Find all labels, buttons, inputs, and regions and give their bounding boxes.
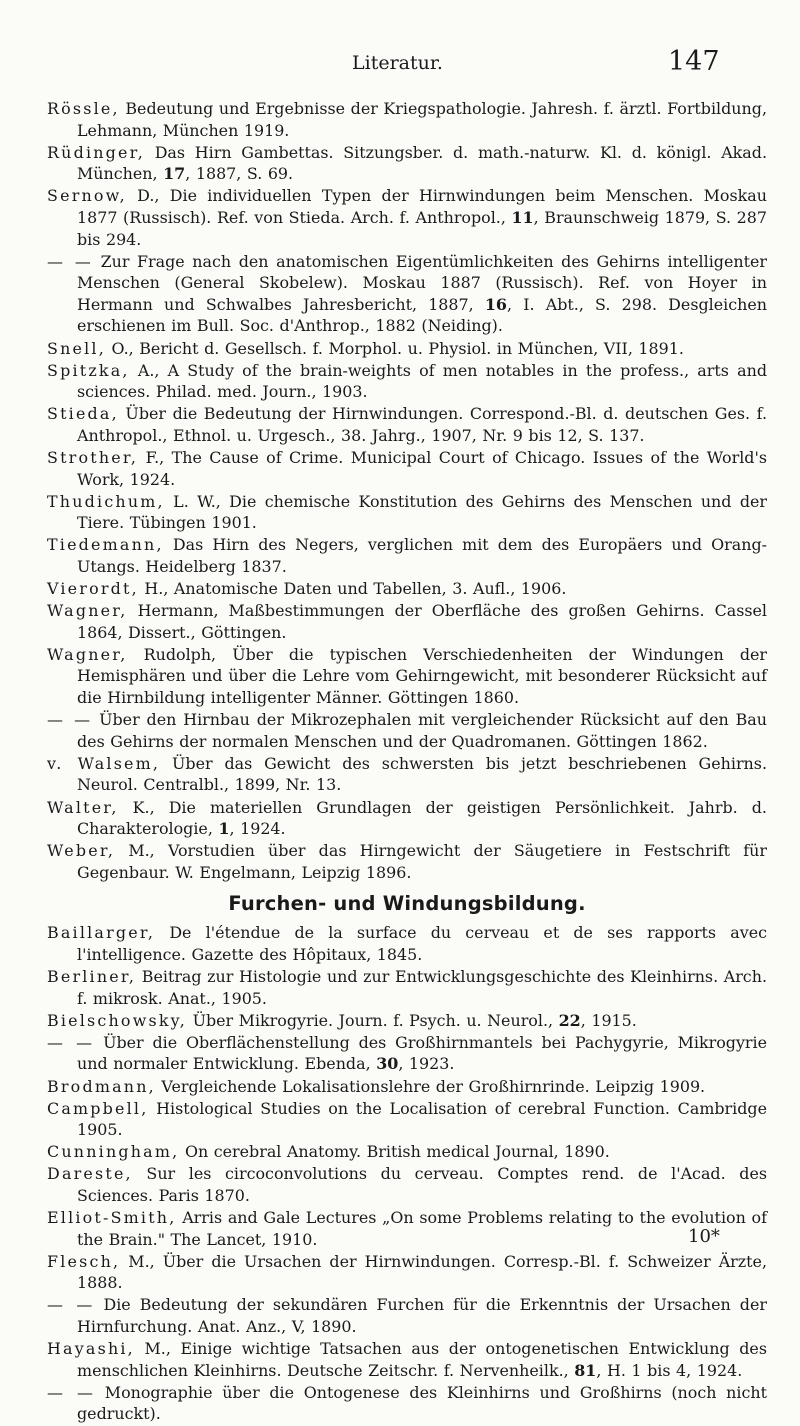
reference-text: K., Die materiellen Grundlagen der geistigen Persönlichkeit. Jahrb. d. Charakterologie, xyxy=(77,797,767,839)
reference-entry xyxy=(47,797,767,840)
signature-mark: 10* xyxy=(688,1226,720,1247)
reference-entry xyxy=(47,578,767,600)
reference-author: Rüdinger, xyxy=(47,142,145,162)
reference-author: Walter, xyxy=(47,797,119,817)
reference-volume: 1 xyxy=(218,819,230,839)
reference-entry xyxy=(47,1032,767,1075)
reference-entry xyxy=(47,1098,767,1141)
reference-entry xyxy=(47,403,767,446)
reference-text-tail: , Braunschweig 1879, S. 287 bis 294. xyxy=(77,207,767,249)
reference-volume: 16 xyxy=(484,294,507,314)
reference-text: Über das Gewicht des schwersten bis jetzt beschriebenen Gehirns. Neurol. Centralbl., 1899, Nr. 13. xyxy=(77,753,767,795)
reference-entry xyxy=(47,360,767,403)
reference-author: Thudichum, xyxy=(47,491,165,511)
reference-text: F., The Cause of Crime. Municipal Court of Chicago. Issues of the World's Work, 1924. xyxy=(77,448,767,489)
reference-text: Zur Frage nach den anatomischen Eigentümlichkeiten des Gehirns intelligenter Menschen (General Skobelew). Moskau 1887 (Russisch). Ref. von Hoyer in Hermann und Schwalbes Jahresbericht, 1887, xyxy=(77,251,768,314)
reference-text: Bedeutung und Ergebnisse der Kriegspathologie. Jahresh. f. ärztl. Fortbildung, Lehmann, München 1919. xyxy=(77,99,767,140)
reference-text: Arris and Gale Lectures „On some Problems relating to the evolution of the Brain." The Lancet, 1910. xyxy=(77,1208,767,1249)
running-title: Literatur. xyxy=(352,52,443,74)
reference-author: Spitzka, xyxy=(47,360,130,380)
reference-entry xyxy=(47,1010,767,1032)
reference-entry xyxy=(47,1141,767,1163)
reference-author: Stieda, xyxy=(47,404,119,424)
reference-author: v. Walsem, xyxy=(47,753,161,773)
reference-author: Cunningham, xyxy=(47,1142,180,1162)
reference-author: Rössle, xyxy=(47,99,120,118)
reference-entry xyxy=(47,709,767,752)
reference-entry xyxy=(47,966,767,1009)
reference-author: Wagner, xyxy=(47,601,128,621)
page-number: 147 xyxy=(668,46,720,77)
reference-author: Dareste, xyxy=(47,1164,133,1184)
reference-author: — — xyxy=(47,1032,95,1052)
reference-text: Über die Oberflächenstellung des Großhirnmantels bei Pachygyrie, Mikrogyrie und normaler Entwicklung. Ebenda, xyxy=(77,1032,768,1074)
reference-author: Vierordt, xyxy=(47,579,139,599)
reference-text: Monographie über die Ontogenese des Kleinhirns und Großhirns (noch nicht gedruckt). xyxy=(77,1382,768,1424)
reference-text: Über Mikrogyrie. Journ. f. Psych. u. Neurol., xyxy=(187,1010,559,1030)
reference-text: Hermann, Maßbestimmungen der Oberfläche des großen Gehirns. Cassel 1864, Dissert., Göttingen. xyxy=(77,601,767,642)
page-header xyxy=(0,46,800,82)
reference-text: Das Hirn des Negers, verglichen mit dem des Europäers und Orang-Utangs. Heidelberg 1837. xyxy=(77,535,767,576)
reference-entry xyxy=(47,185,767,250)
reference-author: Brodmann, xyxy=(47,1076,156,1096)
reference-text: Vergleichende Lokalisationslehre der Großhirnrinde. Leipzig 1909. xyxy=(155,1076,706,1096)
reference-author: Weber, xyxy=(47,841,116,861)
reference-author: Tiedemann, xyxy=(47,535,164,555)
reference-text-tail: , H. 1 bis 4, 1924. xyxy=(596,1360,743,1380)
reference-text: On cerebral Anatomy. British medical Journal, 1890. xyxy=(179,1142,610,1162)
reference-text: A., A Study of the brain-weights of men notables in the profess., arts and sciences. Philad. med. Journ., 1903. xyxy=(77,360,767,402)
reference-author: Strother, xyxy=(47,448,139,467)
reference-author: Campbell, xyxy=(47,1098,149,1118)
reference-list-general xyxy=(47,98,767,883)
reference-author: — — xyxy=(47,251,93,271)
reference-entry xyxy=(47,1338,767,1381)
reference-entry xyxy=(47,338,767,360)
reference-volume: 22 xyxy=(558,1010,581,1030)
reference-entry xyxy=(47,753,767,796)
reference-entry xyxy=(47,142,767,185)
reference-text: H., Anatomische Daten und Tabellen, 3. Aufl., 1906. xyxy=(138,579,567,599)
reference-volume: 11 xyxy=(511,207,534,227)
reference-volume: 81 xyxy=(574,1360,597,1380)
reference-author: Berliner, xyxy=(47,967,137,987)
reference-entry xyxy=(47,1294,767,1337)
reference-text: De l'étendue de la surface du cerveau et de ses rapports avec l'intelligence. Gazette des Hôpitaux, 1845. xyxy=(77,923,767,964)
reference-entry xyxy=(47,1207,767,1250)
reference-author: Elliot-Smith, xyxy=(47,1208,177,1228)
reference-entry xyxy=(47,1163,767,1206)
bibliography xyxy=(47,98,767,1426)
reference-entry xyxy=(47,1251,767,1294)
reference-entry xyxy=(47,98,767,141)
reference-entry xyxy=(47,1382,767,1425)
reference-text: Sur les circoconvolutions du cerveau. Comptes rend. de l'Acad. des Sciences. Paris 1870. xyxy=(77,1164,767,1205)
reference-author: Snell, xyxy=(47,338,106,358)
section-heading: Furchen- und Windungsbildung. xyxy=(228,892,586,916)
reference-text-tail: , 1923. xyxy=(398,1054,455,1074)
reference-text: Rudolph, Über die typischen Verschiedenheiten der Windungen der Hemisphären und über die Lehre vom Gehirngewicht, mit besonderer Rücksicht auf die Hirnbildung intelligenter Männer. Göttingen 1860. xyxy=(77,644,767,708)
reference-author: — — xyxy=(47,710,93,730)
reference-text: M., Vorstudien über das Hirngewicht der Säugetiere in Festschrift für Gegenbaur. W. Engelmann, Leipzig 1896. xyxy=(77,841,767,882)
reference-entry xyxy=(47,534,767,577)
reference-author: Hayashi, xyxy=(47,1339,135,1359)
reference-text-tail: , 1887, S. 69. xyxy=(185,164,294,184)
reference-entry xyxy=(47,1076,767,1098)
reference-author: Flesch, xyxy=(47,1251,121,1271)
reference-text: Das Hirn Gambettas. Sitzungsber. d. math.-naturw. Kl. d. königl. Akad. München, xyxy=(77,142,767,184)
reference-text: Beitrag zur Histologie und zur Entwicklungsgeschichte des Kleinhirns. Arch. f. mikrosk. Anat., 1905. xyxy=(77,967,767,1008)
reference-entry xyxy=(47,840,767,883)
reference-author: — — xyxy=(47,1295,95,1315)
reference-volume: 30 xyxy=(376,1054,399,1074)
reference-entry xyxy=(47,447,767,490)
reference-text: Über die Bedeutung der Hirnwindungen. Correspond.-Bl. d. deutschen Ges. f. Anthropol., Ethnol. u. Urgesch., 38. Jahrg., 1907, Nr. 9 bis 12, S. 137. xyxy=(77,404,767,445)
reference-text: L. W., Die chemische Konstitution des Gehirns des Menschen und der Tiere. Tübingen 1901. xyxy=(77,491,767,533)
reference-list-furchen xyxy=(47,922,767,1425)
reference-text: M., Einige wichtige Tatsachen aus der ontogenetischen Entwicklung des menschlichen Kleinhirns. Deutsche Zeitschr. f. Nervenheilk., xyxy=(77,1339,767,1380)
reference-author: — — xyxy=(47,1382,96,1402)
reference-entry xyxy=(47,491,767,534)
reference-author: Baillarger, xyxy=(47,923,156,943)
reference-entry xyxy=(47,251,767,337)
reference-entry xyxy=(47,644,767,709)
reference-entry xyxy=(47,922,767,965)
reference-text: O., Bericht d. Gesellsch. f. Morphol. u. Physiol. in München, VII, 1891. xyxy=(105,338,684,358)
reference-text: D., Die individuellen Typen der Hirnwindungen beim Menschen. Moskau 1877 (Russisch). Ref. von Stieda. Arch. f. Anthropol., xyxy=(77,186,767,227)
reference-entry xyxy=(47,600,767,643)
reference-text: Die Bedeutung der sekundären Furchen für die Erkenntnis der Ursachen der Hirnfurchung. Anat. Anz., V, 1890. xyxy=(77,1295,767,1337)
reference-text-tail: , 1915. xyxy=(580,1010,637,1030)
reference-text: Über den Hirnbau der Mikrozephalen mit vergleichender Rücksicht auf den Bau des Gehirns der normalen Menschen und der Quadromanen. Göttingen 1862. xyxy=(77,710,767,751)
reference-text-tail: , I. Abt., S. 298. Desgleichen erschienen im Bull. Soc. d'Anthrop., 1882 (Neiding). xyxy=(77,294,767,336)
reference-author: Sernow, xyxy=(47,186,127,206)
reference-text-tail: , 1924. xyxy=(229,819,286,839)
reference-author: Wagner, xyxy=(47,644,128,664)
reference-text: Histological Studies on the Localisation of cerebral Function. Cambridge 1905. xyxy=(77,1098,767,1140)
reference-text: M., Über die Ursachen der Hirnwindungen. Corresp.-Bl. f. Schweizer Ärzte, 1888. xyxy=(77,1251,767,1293)
reference-volume: 17 xyxy=(163,164,186,184)
reference-author: Bielschowsky, xyxy=(47,1010,188,1030)
